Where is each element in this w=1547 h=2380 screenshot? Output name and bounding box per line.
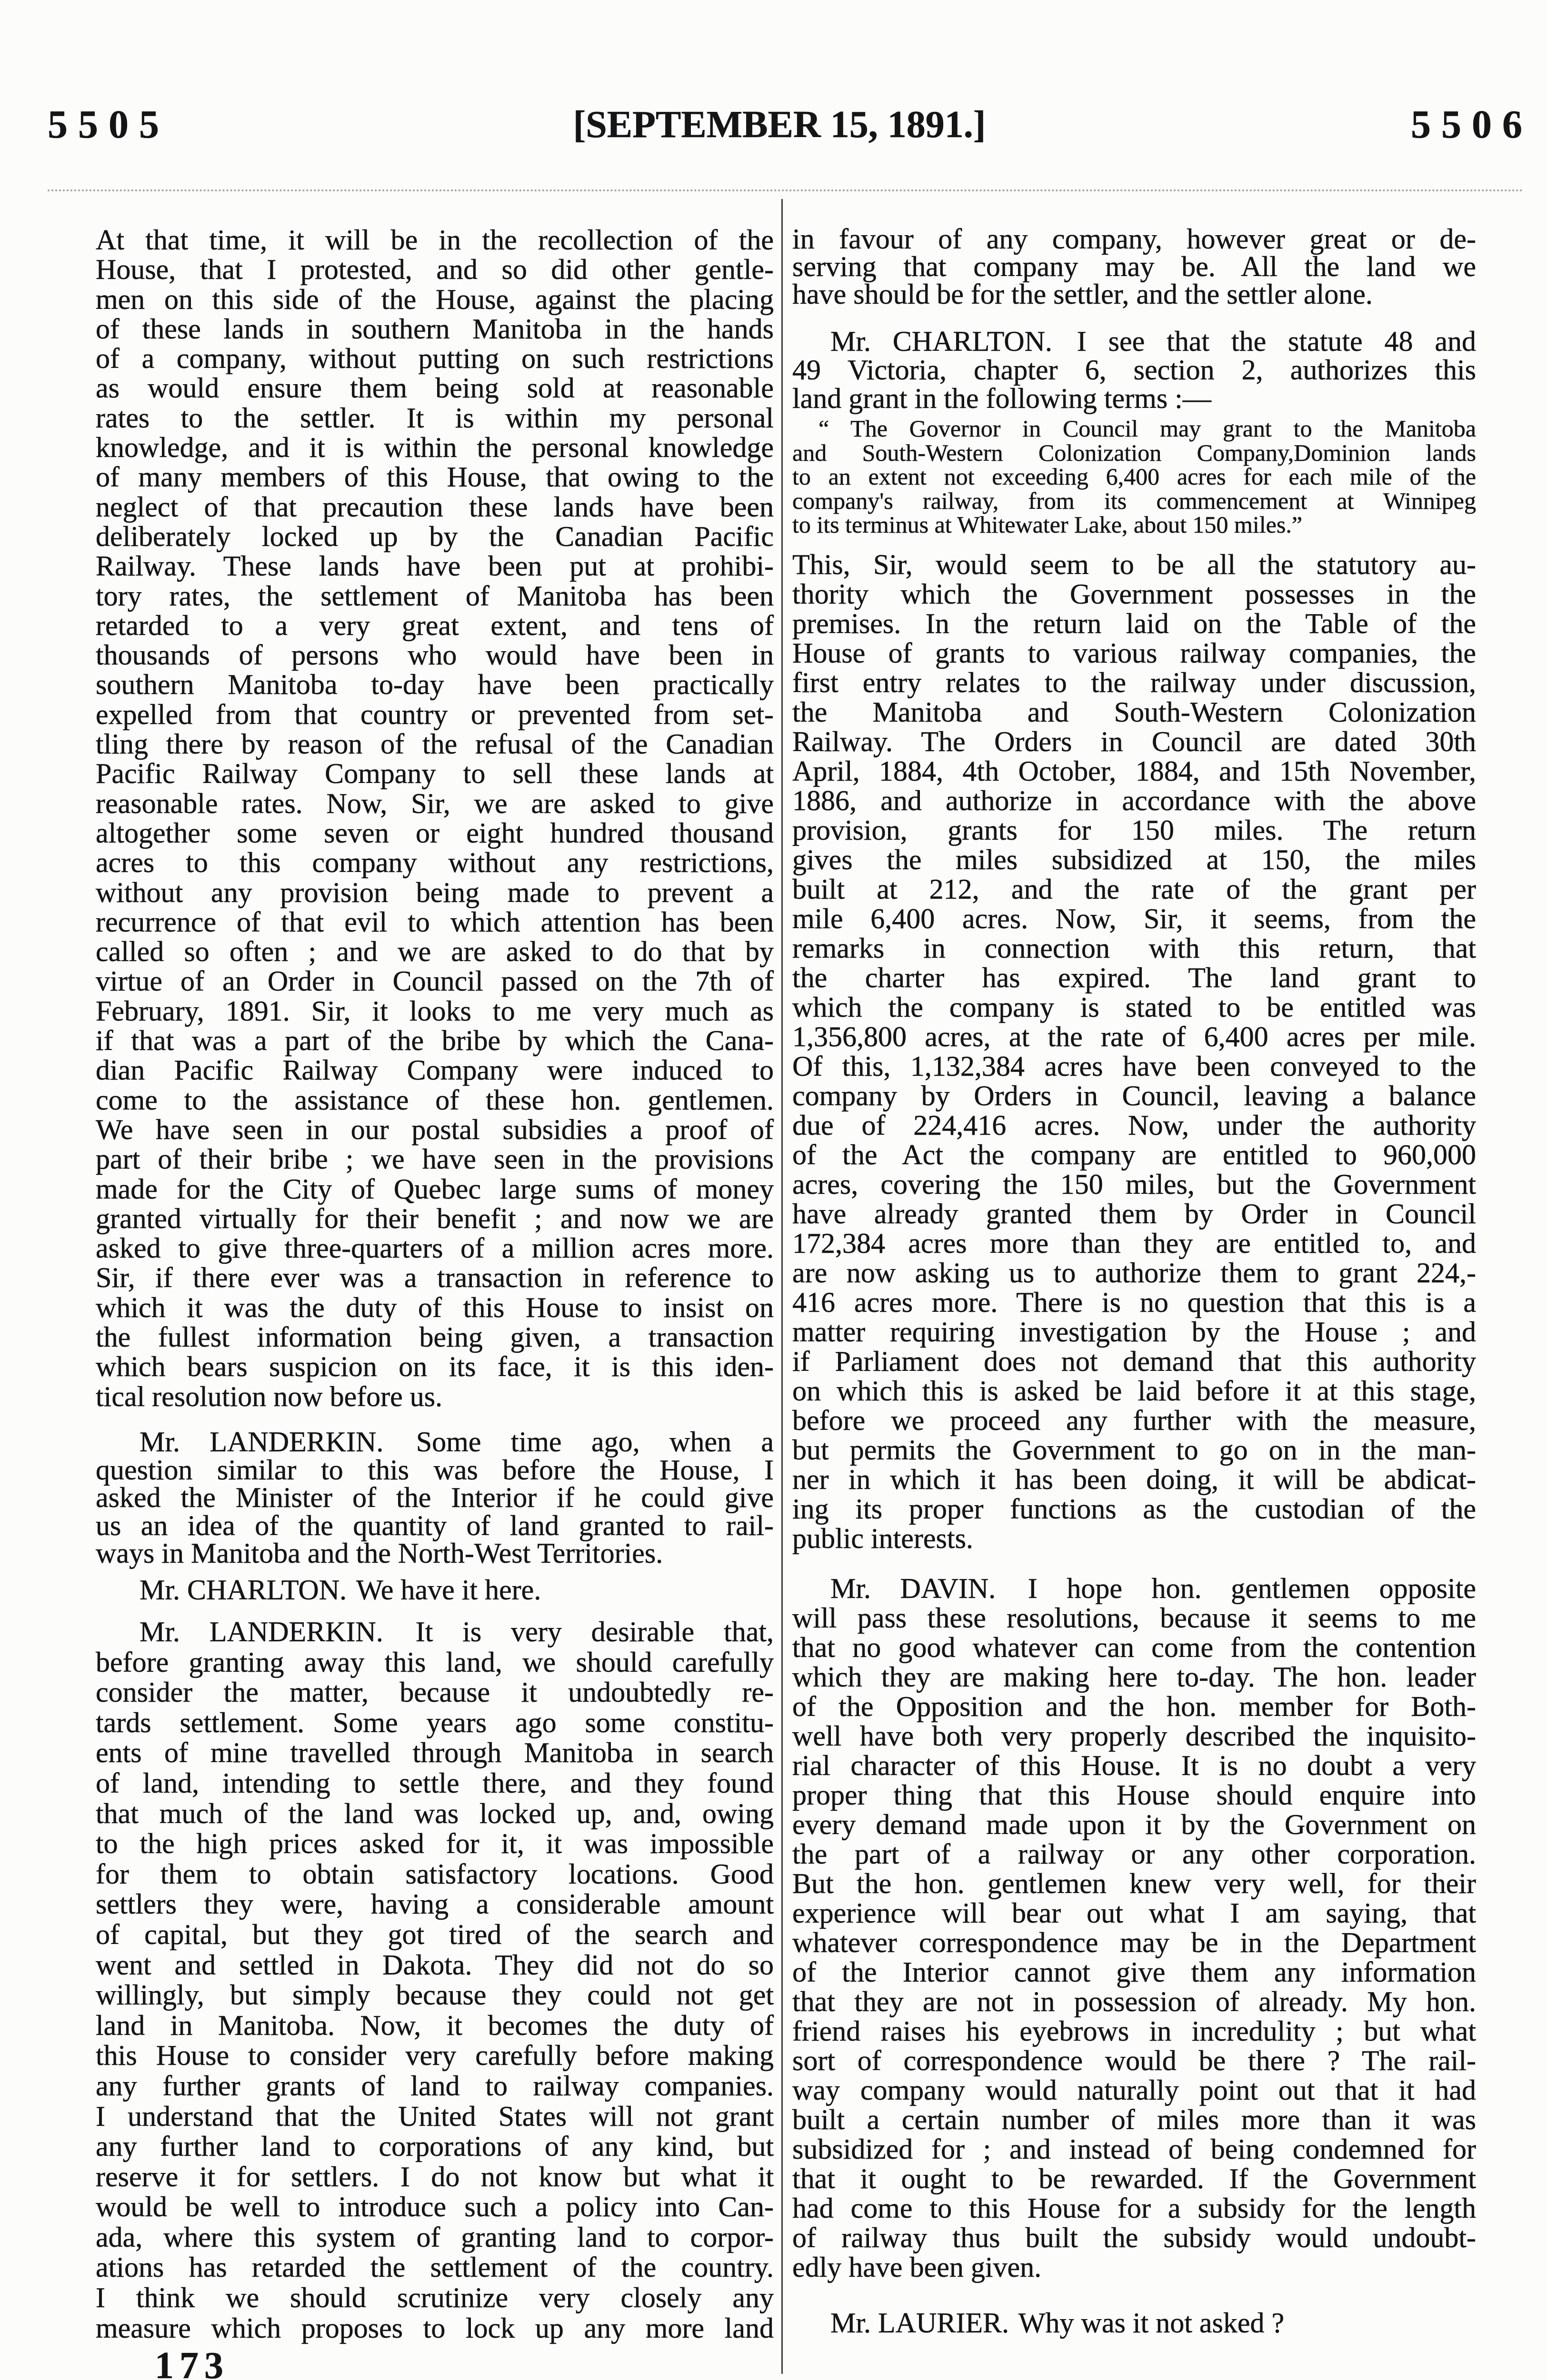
text-line: asked the Minister of the Interior if he could give	[96, 1482, 774, 1513]
text-line: Railway. The Orders in Council are dated 30th	[792, 726, 1476, 757]
text-line: Pacific Railway Company to sell these lands at	[96, 758, 774, 790]
text-line: measure which proposes to lock up any more land	[96, 2312, 774, 2344]
text-line: rial character of this House. It is no doubt a very	[792, 1750, 1476, 1781]
text-line: knowledge, and it is within the personal knowledge	[96, 432, 774, 464]
speech-paragraph	[96, 1575, 774, 1605]
speech-paragraph	[792, 327, 1476, 413]
text-line: of these lands in southern Manitoba in the hands	[96, 313, 774, 345]
text-line: 416 acres more. There is no question that this is a	[792, 1287, 1476, 1318]
text-line: the fullest information being given, a transaction	[96, 1321, 774, 1353]
speech-paragraph	[96, 1428, 774, 1567]
text-line: southern Manitoba to-day have been practically	[96, 669, 774, 701]
text-line: any further land to corporations of any kind, but	[96, 2131, 774, 2162]
text-line: built a certain number of miles more than it was	[792, 2104, 1476, 2135]
text-line: first entry relates to the railway under discussion,	[792, 667, 1476, 698]
text-line: this House to consider very carefully before making	[96, 2040, 774, 2072]
text-line: and South-Western Colonization Company,Dominion lands	[792, 439, 1476, 466]
line-text: Why was it not asked ?	[1018, 2307, 1285, 2339]
text-line: consider the matter, because it undoubtedly re-	[96, 1676, 774, 1708]
text-line: edly have been given.	[792, 2251, 1042, 2283]
text-line: granted virtually for their benefit ; and now we are	[96, 1202, 774, 1234]
text-line: made for the City of Quebec large sums of money	[96, 1173, 774, 1205]
text-line: of railway thus built the subsidy would undoubt-	[792, 2222, 1476, 2253]
text-line: dian Pacific Railway Company were induced to	[96, 1054, 774, 1086]
page-number-right: 5506	[1411, 102, 1533, 147]
text-line	[792, 1574, 1476, 1603]
page-date: [SEPTEMBER 15, 1891.]	[573, 104, 986, 146]
text-line: altogether some seven or eight hundred thousand	[96, 817, 774, 849]
text-line: acres, covering the 150 miles, but the Government	[792, 1169, 1476, 1200]
text-line: provision, grants for 150 miles. The return	[792, 814, 1476, 846]
text-line: 49 Victoria, chapter 6, section 2, authorizes this	[792, 354, 1476, 386]
text-line: to its terminus at Whitewater Lake, about 150 miles.”	[792, 511, 1303, 538]
text-line: had come to this House for a subsidy for the length	[792, 2192, 1476, 2224]
text-line: “ The Governor in Council may grant to the Manitoba	[818, 415, 1476, 442]
text-line: that it ought to be rewarded. If the Government	[792, 2163, 1476, 2194]
text-line: well have both very properly described the inquisito-	[792, 1720, 1476, 1752]
text-line: Of this, 1,132,384 acres have been conveyed to the	[792, 1051, 1476, 1082]
text-line: mile 6,400 acres. Now, Sir, it seems, from the	[792, 903, 1476, 934]
text-line: February, 1891. Sir, it looks to me very much as	[96, 995, 774, 1027]
text-line: that much of the land was locked up, and, owing	[96, 1797, 774, 1829]
speech-paragraph	[96, 1617, 774, 2343]
text-line: on which this is asked be laid before it at this stage,	[792, 1375, 1476, 1407]
text-line: tling there by reason of the refusal of the Canadian	[96, 728, 774, 760]
text-line: thousands of persons who would have been in	[96, 639, 774, 671]
text-line: that no good whatever can come from the contention	[792, 1632, 1476, 1663]
right-column	[792, 0, 1476, 2380]
line-text: We have it here.	[356, 1574, 541, 1606]
text-line: of land, intending to settle there, and they found	[96, 1767, 774, 1799]
paragraph	[96, 225, 774, 1411]
text-line: have should be for the settler, and the settler alone.	[792, 278, 1373, 310]
text-line: deliberately locked up by the Canadian Pacific	[96, 520, 774, 552]
text-line: but permits the Government to go on in the man-	[792, 1434, 1476, 1466]
text-line: remarks in connection with this return, that	[792, 932, 1476, 964]
text-line: asked to give three-quarters of a million acres more.	[96, 1232, 774, 1264]
text-line: gives the miles subsidized at 150, the miles	[792, 844, 1476, 875]
text-line: for them to obtain satisfactory locations. Good	[96, 1858, 774, 1890]
line-text: Some time ago, when a	[416, 1426, 774, 1458]
text-line: will pass these resolutions, because it seems to me	[792, 1602, 1476, 1634]
signature-mark: 173	[155, 2345, 229, 2380]
text-line: built at 212, and the rate of the grant per	[792, 873, 1476, 905]
text-line: without any provision being made to prevent a	[96, 876, 774, 908]
text-line: any further grants of land to railway companies.	[96, 2070, 774, 2102]
text-line: ways in Manitoba and the North-West Territories.	[96, 1537, 663, 1569]
text-line: reasonable rates. Now, Sir, we are asked to give	[96, 787, 774, 819]
text-line: which the company is stated to be entitled was	[792, 992, 1476, 1023]
text-line: as would ensure them being sold at reasonable	[96, 372, 774, 404]
line-text: I see that the statute 48 and	[1077, 326, 1476, 357]
text-line: if Parliament does not demand that this authority	[792, 1346, 1476, 1377]
text-line: to the high prices asked for it, it was impossible	[96, 1828, 774, 1860]
text-line: ations has retarded the settlement of the country.	[96, 2251, 774, 2283]
text-line: which it was the duty of this House to insist on	[96, 1291, 774, 1323]
text-line: ing its proper functions as the custodian of the	[792, 1493, 1476, 1525]
text-line: settlers they were, having a considerable amount	[96, 1888, 774, 1920]
text-line: House of grants to various railway companies, the	[792, 637, 1476, 669]
text-line: way company would naturally point out that it had	[792, 2074, 1476, 2106]
text-line: part of their bribe ; we have seen in the provisions	[96, 1143, 774, 1175]
text-line: willingly, but simply because they could not get	[96, 1979, 774, 2011]
text-line: serving that company may be. All the land we	[792, 251, 1476, 282]
text-line: ner in which it has been doing, it will be abdicat-	[792, 1464, 1476, 1495]
speaker-name: Mr. DAVIN.	[830, 1573, 996, 1604]
text-line: of capital, but they got tired of the search and	[96, 1918, 774, 1950]
text-line: virtue of an Order in Council passed on the 7th of	[96, 965, 774, 997]
text-line: expelled from that country or prevented from set-	[96, 698, 774, 730]
text-line: acres to this company without any restrictions,	[96, 847, 774, 879]
text-line: I think we should scrutinize very closely any	[96, 2282, 774, 2314]
text-line: would be well to introduce such a policy into Can-	[96, 2191, 774, 2223]
text-line: But the hon. gentlemen knew very well, for their	[792, 1868, 1476, 1899]
text-line: rates to the settler. It is within my personal	[96, 402, 774, 434]
text-line: thority which the Government possesses in the	[792, 578, 1476, 610]
text-line: every demand made upon it by the Government on	[792, 1809, 1476, 1840]
text-line: Railway. These lands have been put at prohibi-	[96, 550, 774, 582]
text-line: of many members of this House, that owing to the	[96, 461, 774, 493]
text-line: company by Orders in Council, leaving a balance	[792, 1080, 1476, 1111]
text-line: land in Manitoba. Now, it becomes the duty of	[96, 2009, 774, 2041]
text-line: neglect of that precaution these lands have been	[96, 491, 774, 523]
text-line: company's railway, from its commencement at Winnipeg	[792, 487, 1476, 514]
text-line: tory rates, the settlement of Manitoba has been	[96, 580, 774, 612]
text-line: proper thing that this House should enquire into	[792, 1779, 1476, 1811]
text-line: in favour of any company, however great or de-	[792, 223, 1476, 255]
text-line: of the Act the company are entitled to 960,000	[792, 1139, 1476, 1170]
text-line: 1886, and authorize in accordance with the above	[792, 785, 1476, 816]
speaker-name: Mr. LANDERKIN.	[140, 1616, 383, 1647]
line-text: I hope hon. gentlemen opposite	[1028, 1573, 1476, 1604]
text-line: public interests.	[792, 1523, 973, 1554]
text-line: subsidized for ; and instead of being condemned for	[792, 2133, 1476, 2165]
text-line: of the Interior cannot give them any information	[792, 1956, 1476, 1988]
text-line: the part of a railway or any other corporation.	[792, 1838, 1476, 1870]
text-line: premises. In the return laid on the Table of the	[792, 608, 1476, 639]
text-line: This, Sir, would seem to be all the statutory au-	[792, 549, 1476, 580]
text-line: sort of correspondence would be there ? The rail-	[792, 2045, 1476, 2076]
speaker-name: Mr. CHARLTON.	[830, 326, 1052, 357]
text-line: have already granted them by Order in Council	[792, 1198, 1476, 1230]
text-line: the Manitoba and South-Western Colonization	[792, 696, 1476, 728]
text-line: if that was a part of the bribe by which the Cana-	[96, 1025, 774, 1057]
text-line: of a company, without putting on such restrictions	[96, 343, 774, 375]
text-line: friend raises his eyebrows in incredulity ; but what	[792, 2015, 1476, 2047]
text-line: before granting away this land, we should carefully	[96, 1646, 774, 1678]
text-line: We have seen in our postal subsidies a proof of	[96, 1113, 774, 1145]
text-line: House, that I protested, and so did other gentle-	[96, 254, 774, 286]
paragraph	[792, 225, 1476, 308]
line-text: It is very desirable that,	[415, 1616, 774, 1647]
text-line: to an extent not exceeding 6,400 acres for each mile of the	[792, 463, 1476, 490]
page-number-left: 5505	[48, 102, 170, 147]
text-line: are now asking us to authorize them to grant 224,-	[792, 1257, 1476, 1289]
text-line: reserve it for settlers. I do not know but what it	[96, 2161, 774, 2192]
text-line: of the Opposition and the hon. member for Both-	[792, 1691, 1476, 1722]
text-line: men on this side of the House, against the placing	[96, 283, 774, 315]
text-line: due of 224,416 acres. Now, under the authority	[792, 1110, 1476, 1141]
speaker-name: Mr. LANDERKIN.	[140, 1426, 384, 1458]
text-line: 172,384 acres more than they are entitled to, and	[792, 1228, 1476, 1259]
text-line: us an idea of the quantity of land granted to rail-	[96, 1509, 774, 1541]
text-line	[792, 327, 1476, 356]
text-line: question similar to this was before the House, I	[96, 1454, 774, 1486]
text-line: which they are making here to-day. The hon. leader	[792, 1661, 1476, 1693]
text-line	[96, 1575, 774, 1605]
left-column	[96, 0, 774, 2380]
text-line	[96, 1617, 774, 1647]
speaker-name: Mr. LAURIER.	[830, 2307, 1009, 2339]
text-line: which bears suspicion on its face, it is this iden-	[96, 1351, 774, 1383]
text-line: Sir, if there ever was a transaction in reference to	[96, 1262, 774, 1294]
text-line: tards settlement. Some years ago some constitu-	[96, 1706, 774, 1738]
speaker-name: Mr. CHARLTON.	[140, 1574, 347, 1606]
text-line: called so often ; and we are asked to do that by	[96, 936, 774, 968]
text-line: come to the assistance of these hon. gentlemen.	[96, 1084, 774, 1116]
text-line: went and settled in Dakota. They did not do so	[96, 1949, 774, 1981]
speech-paragraph	[792, 1574, 1476, 2282]
text-line	[96, 1428, 774, 1456]
text-line: before we proceed any further with the measure,	[792, 1405, 1476, 1436]
text-line: At that time, it will be in the recollection of the	[96, 224, 774, 256]
text-line	[792, 2308, 1476, 2338]
text-line: experience will bear out what I am saying, that	[792, 1897, 1476, 1929]
text-line: ents of mine travelled through Manitoba in search	[96, 1737, 774, 1769]
text-line: land grant in the following terms :—	[792, 383, 1211, 414]
text-line: 1,356,800 acres, at the rate of 6,400 acres per mile.	[792, 1021, 1476, 1052]
text-line: April, 1884, 4th October, 1884, and 15th November,	[792, 755, 1476, 787]
text-line: I understand that the United States will not grant	[96, 2100, 774, 2132]
text-line: the charter has expired. The land grant to	[792, 962, 1476, 993]
text-line: matter requiring investigation by the House ; and	[792, 1316, 1476, 1348]
text-line: that they are not in possession of already. My hon.	[792, 1986, 1476, 2017]
text-line: recurrence of that evil to which attention has been	[96, 906, 774, 938]
column-divider	[781, 199, 783, 2374]
text-line: ada, where this system of granting land to corpor-	[96, 2221, 774, 2253]
paragraph	[792, 550, 1476, 1553]
text-line: tical resolution now before us.	[96, 1380, 443, 1412]
text-line: retarded to a very great extent, and tens of	[96, 609, 774, 641]
speech-paragraph	[792, 2308, 1476, 2338]
statute-quote	[792, 416, 1476, 537]
text-line: whatever correspondence may be in the Department	[792, 1927, 1476, 1958]
